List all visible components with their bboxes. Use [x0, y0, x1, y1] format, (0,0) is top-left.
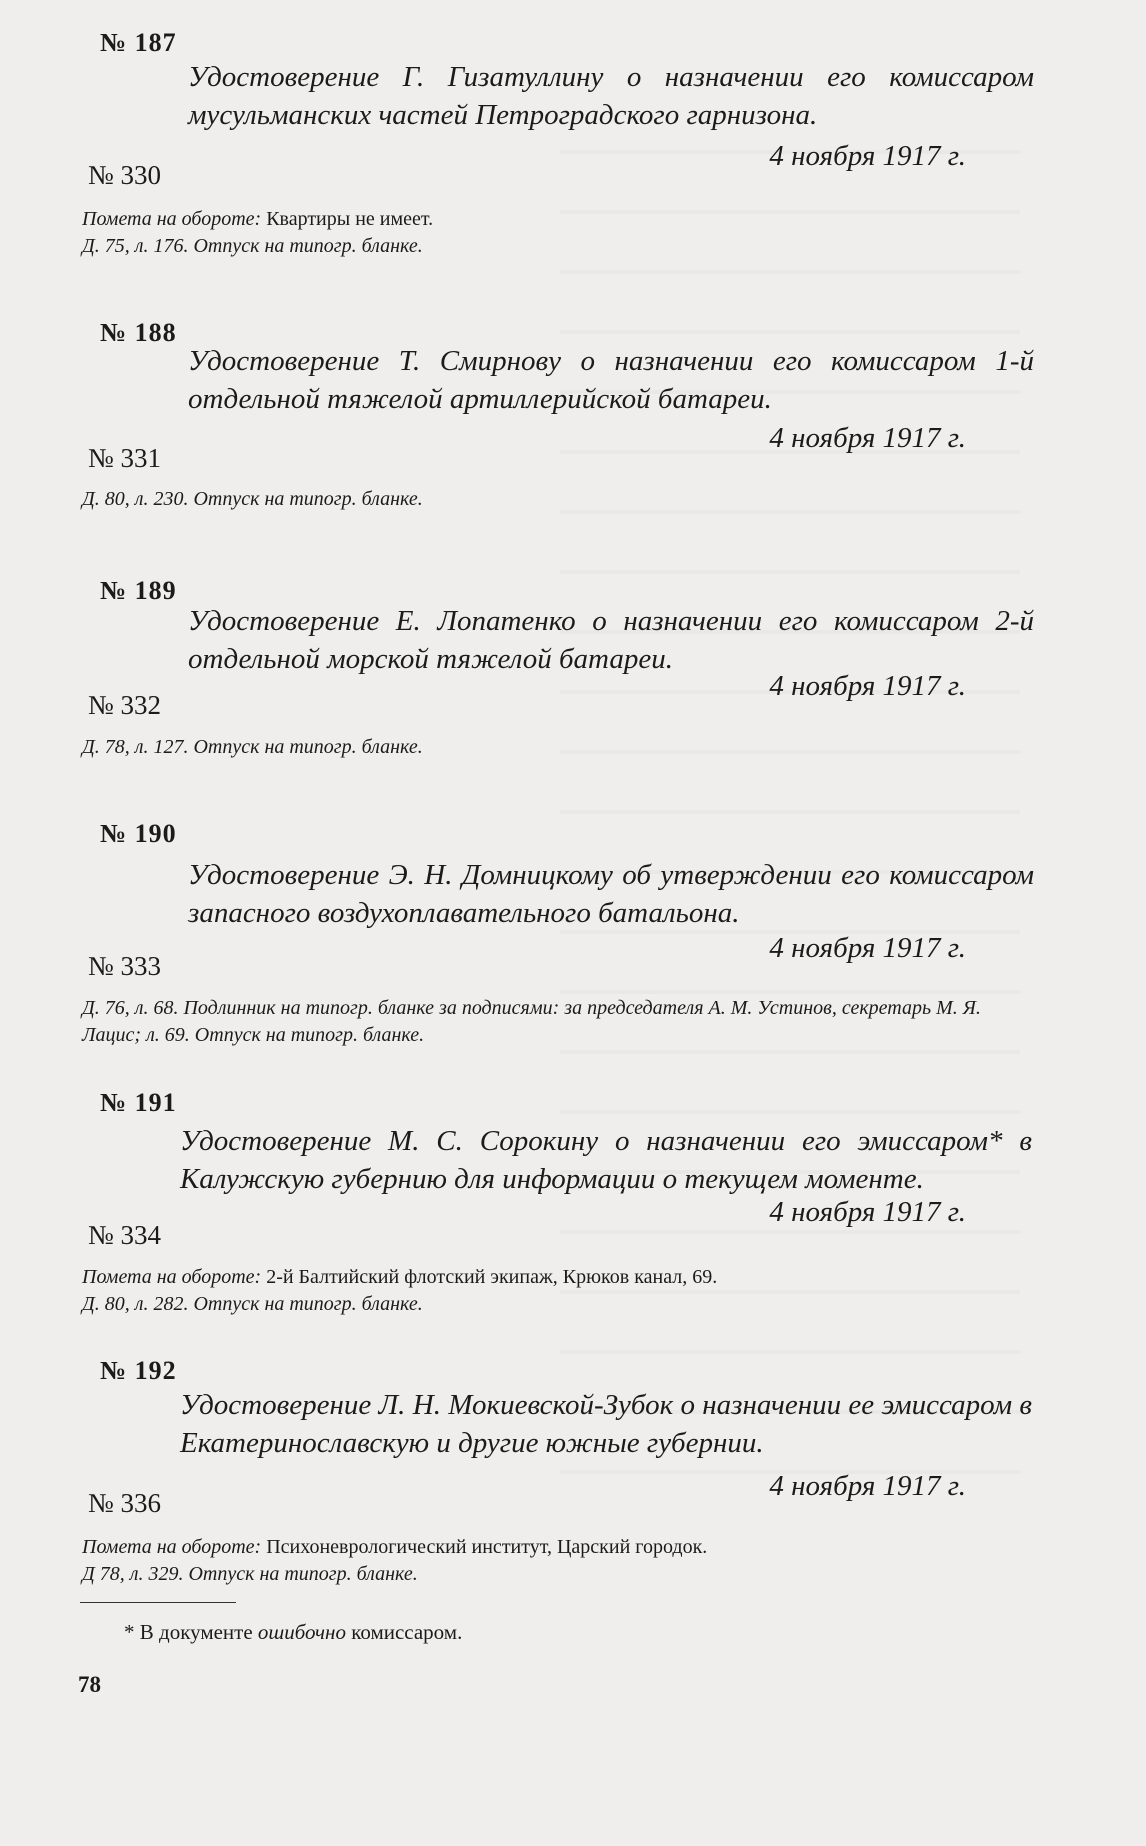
footnote-rest: комиссаром.: [351, 1620, 463, 1644]
registry-number: № 333: [88, 951, 162, 981]
footnote-marker: * В документе: [124, 1620, 253, 1644]
doc-note: [82, 995, 1032, 1049]
note-label: Помета на обороте:: [82, 208, 262, 230]
doc-date: 4 ноября 1917 г.: [769, 140, 966, 172]
doc-note: [82, 1534, 1032, 1588]
note-line: Д. 80, л. 230. Отпуск на типогр. бланке.: [82, 488, 423, 510]
note-line: [82, 206, 1032, 233]
doc-date: 4 ноября 1917 г.: [769, 1196, 966, 1228]
doc-number: № 190: [100, 819, 177, 848]
doc-note: [82, 734, 1032, 761]
doc-date: 4 ноября 1917 г.: [769, 670, 966, 702]
doc-number: № 191: [100, 1088, 177, 1117]
doc-title: Удостоверение Л. Н. Мокиевской-Зубок о назначении ее эмиссаром в Екатеринославскую и другие южные губернии.: [180, 1389, 1032, 1459]
note-label: Помета на обороте:: [82, 1266, 262, 1288]
note-line: Д. 80, л. 282. Отпуск на типогр. бланке.: [82, 1293, 423, 1315]
note-label: Помета на обороте:: [82, 1536, 262, 1558]
page-number: 78: [78, 1672, 101, 1697]
doc-note: [82, 1264, 1032, 1318]
registry-number: № 336: [88, 1488, 162, 1518]
doc-number: № 187: [100, 28, 177, 57]
registry-number: № 334: [88, 1220, 162, 1250]
doc-note: [82, 486, 1032, 513]
doc-title: Удостоверение Е. Лопатенко о назначении его комиссаром 2-й отдельной морской тяжелой батареи.: [188, 605, 1034, 675]
note-line: [82, 1264, 1032, 1291]
registry-number: № 330: [88, 160, 162, 190]
doc-title: Удостоверение Э. Н. Домницкому об утверждении его комиссаром запасного воздухоплавательного батальона.: [188, 859, 1034, 929]
note-line: Д. 78, л. 127. Отпуск на типогр. бланке.: [82, 736, 423, 758]
note-line: Д. 76, л. 68. Подлинник на типогр. бланке за подписями: за председателя А. М. Устинов, секретарь М. Я. Лацис; л. 69. Отпуск на типогр. бланке.: [82, 997, 981, 1046]
note-line: [82, 1534, 1032, 1561]
footnote-divider: [80, 1602, 236, 1603]
note-line: Д. 75, л. 176. Отпуск на типогр. бланке.: [82, 235, 423, 257]
doc-date: 4 ноября 1917 г.: [769, 1470, 966, 1502]
note-line: Д 78, л. 329. Отпуск на типогр. бланке.: [82, 1563, 418, 1585]
doc-date: 4 ноября 1917 г.: [769, 422, 966, 454]
footnote-emphasis: ошибочно: [257, 1620, 346, 1644]
footnote: [124, 1620, 462, 1645]
registry-number: № 332: [88, 690, 162, 720]
note-text: Психоневрологический институт, Царский городок.: [266, 1536, 708, 1558]
doc-title: Удостоверение Т. Смирнову о назначении его комиссаром 1-й отдельной тяжелой артиллерийской батареи.: [188, 345, 1034, 415]
doc-date: 4 ноября 1917 г.: [769, 932, 966, 964]
doc-note: [82, 206, 1032, 260]
doc-number: № 189: [100, 576, 177, 605]
note-text: Квартиры не имеет.: [266, 208, 434, 230]
doc-number: № 188: [100, 318, 177, 347]
doc-number: № 192: [100, 1356, 177, 1385]
doc-title: Удостоверение Г. Гизатуллину о назначении его комиссаром мусульманских частей Петроградского гарнизона.: [188, 61, 1034, 131]
note-text: 2-й Балтийский флотский экипаж, Крюков канал, 69.: [266, 1266, 718, 1288]
doc-title: Удостоверение М. С. Сорокину о назначении его эмиссаром* в Калужскую губернию для информации о текущем моменте.: [180, 1125, 1032, 1195]
registry-number: № 331: [88, 443, 162, 473]
